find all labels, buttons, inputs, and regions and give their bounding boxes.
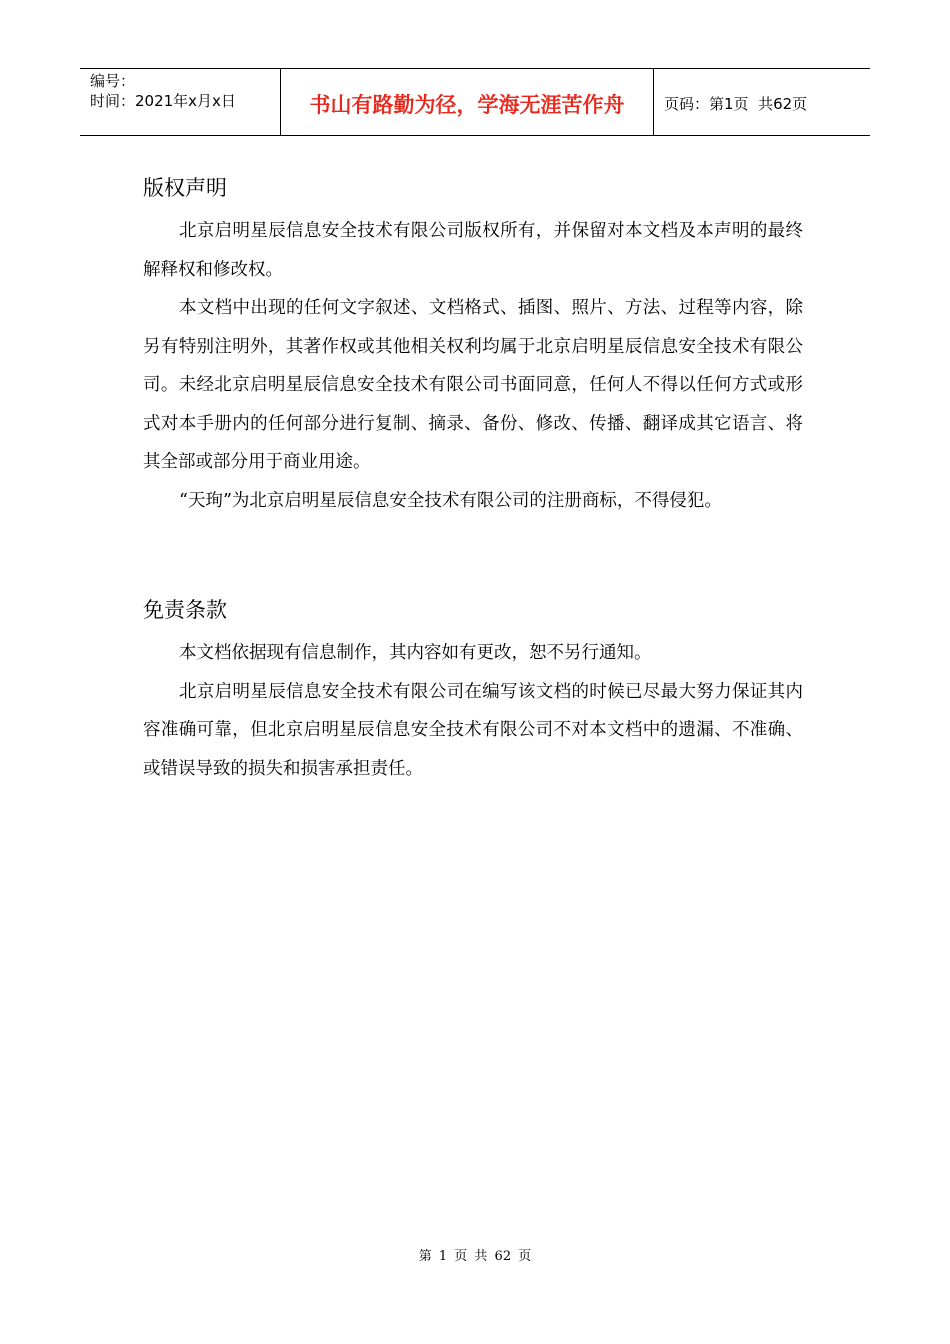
- footer-page-number: 第 1 页 共 62 页: [418, 1249, 532, 1264]
- document-body: [143, 170, 803, 788]
- document-date-label: 时间：2021年x月x日: [90, 92, 236, 110]
- disclaimer-title: 免责条款: [143, 598, 227, 622]
- document-number-label: 编号：: [90, 72, 136, 90]
- disclaimer-paragraph: 北京启明星辰信息安全技术有限公司在编写该文档的时候已尽最大努力保证其内容准确可靠，但北京启明星辰信息安全技术有限公司不对本文档中的遗漏、不准确、或错误导致的损失和损害承担责任。: [143, 681, 803, 779]
- header-motto-cell: [281, 69, 654, 135]
- disclaimer-paragraph: 本文档依据现有信息制作，其内容如有更改，恕不另行通知。: [179, 643, 652, 663]
- copyright-paragraph: 北京启明星辰信息安全技术有限公司版权所有，并保留对本文档及本声明的最终解释权和修改权。: [143, 221, 803, 280]
- header-meta-cell: [80, 69, 281, 135]
- header-motto: 书山有路勤为径，学海无涯苦作舟: [309, 93, 625, 117]
- page-header: [80, 68, 870, 136]
- header-page-cell: [654, 69, 870, 135]
- header-page-label: 页码：第1页 共62页: [664, 94, 808, 113]
- copyright-title: 版权声明: [143, 176, 227, 200]
- copyright-paragraph: 本文档中出现的任何文字叙述、文档格式、插图、照片、方法、过程等内容，除另有特别注明外，其著作权或其他相关权利均属于北京启明星辰信息安全技术有限公司。未经北京启明星辰信息安全技术有限公司书面同意，任何人不得以任何方式或形式对本手册内的任何部分进行复制、摘录、备份、修改、传播、翻译成其它语言、将其全部或部分用于商业用途。: [143, 298, 803, 472]
- page-footer: [0, 1245, 950, 1264]
- copyright-paragraph: “天珣”为北京启明星辰信息安全技术有限公司的注册商标，不得侵犯。: [179, 490, 722, 511]
